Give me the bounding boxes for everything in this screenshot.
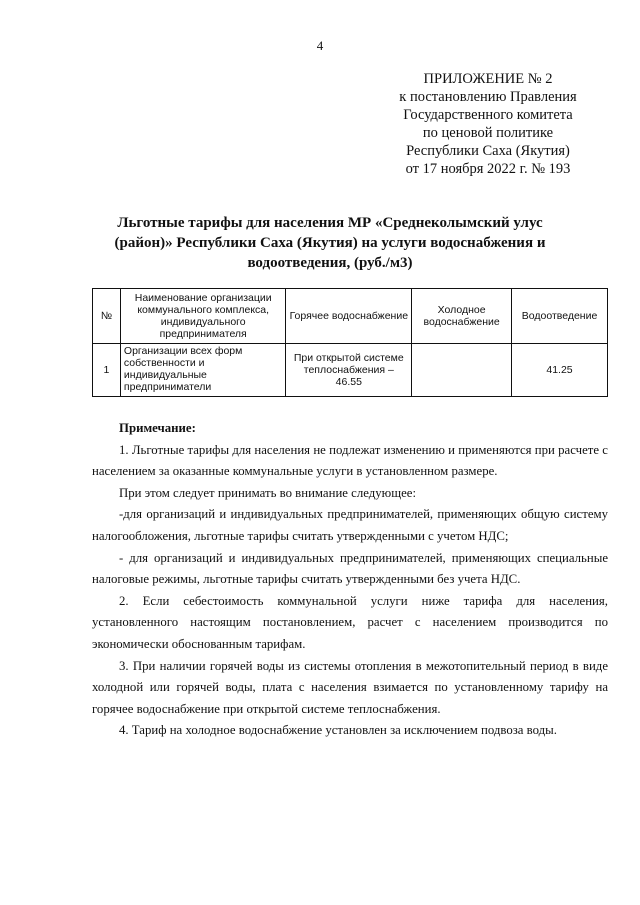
document-title: Льготные тарифы для населения МР «Среднеколымский улус (район)» Республики Саха (Якутия) на услуги водоснабжения и водоотведения, (руб./м3) — [114, 215, 546, 271]
appendix-line: Государственного комитета — [403, 107, 573, 123]
appendix-date: от 17 ноября 2022 г. № 193 — [405, 161, 571, 177]
cell-organization: Организации всех форм собственности и индивидуальные предприниматели — [120, 344, 286, 397]
note-paragraph: 3. При наличии горячей воды из системы отопления в межотопительный период в виде холодной или горячей воды, плата с населения взимается по установленному тарифу на горячее водоснабжение при открытой системе теплоснабжения. — [92, 658, 608, 716]
appendix-line: по ценовой политике — [422, 125, 554, 141]
table-header-row — [93, 289, 608, 344]
tariff-table — [92, 288, 608, 397]
note-paragraph: -для организаций и индивидуальных предпринимателей, применяющих общую систему налогообложения, льготные тарифы считать утвержденными с учетом НДС; — [92, 507, 608, 543]
page-number: 4 — [316, 38, 324, 53]
notes-section — [92, 418, 608, 742]
header-drainage: Водоотведение — [512, 289, 608, 344]
appendix-line: Республики Саха (Якутия) — [406, 143, 570, 159]
cell-number: 1 — [93, 344, 121, 397]
header-organization: Наименование организации коммунального комплекса, индивидуального предпринимателя — [120, 289, 286, 344]
appendix-title: ПРИЛОЖЕНИЕ № 2 — [423, 71, 553, 87]
table-row — [93, 344, 608, 397]
header-cold-water: Холодное водоснабжение — [412, 289, 512, 344]
note-paragraph: 2. Если себестоимость коммунальной услуги ниже тарифа для населения, установленного настоящим постановлением, расчет с населением производится по экономически обоснованным тарифам. — [92, 593, 608, 651]
note-paragraph: При этом следует принимать во внимание следующее: — [119, 485, 416, 500]
cell-hot-water: При открытой системе теплоснабжения – 46.55 — [286, 344, 412, 397]
appendix-line: к постановлению Правления — [399, 89, 577, 105]
header-number: № — [93, 289, 121, 344]
note-paragraph: 1. Льготные тарифы для населения не подлежат изменению и применяются при расчете с населением за оказанные коммунальные услуги в установленном размере. — [92, 442, 608, 479]
appendix-header — [376, 70, 600, 178]
cell-drainage: 41.25 — [512, 344, 608, 397]
cell-cold-water — [412, 344, 512, 397]
note-paragraph: - для организаций и индивидуальных предпринимателей, применяющих специальные налоговые режимы, льготные тарифы считать утвержденными без учета НДС. — [92, 550, 608, 587]
header-hot-water: Горячее водоснабжение — [286, 289, 412, 344]
note-paragraph: 4. Тариф на холодное водоснабжение установлен за исключением подвоза воды. — [119, 723, 557, 738]
notes-title: Примечание: — [119, 421, 196, 435]
